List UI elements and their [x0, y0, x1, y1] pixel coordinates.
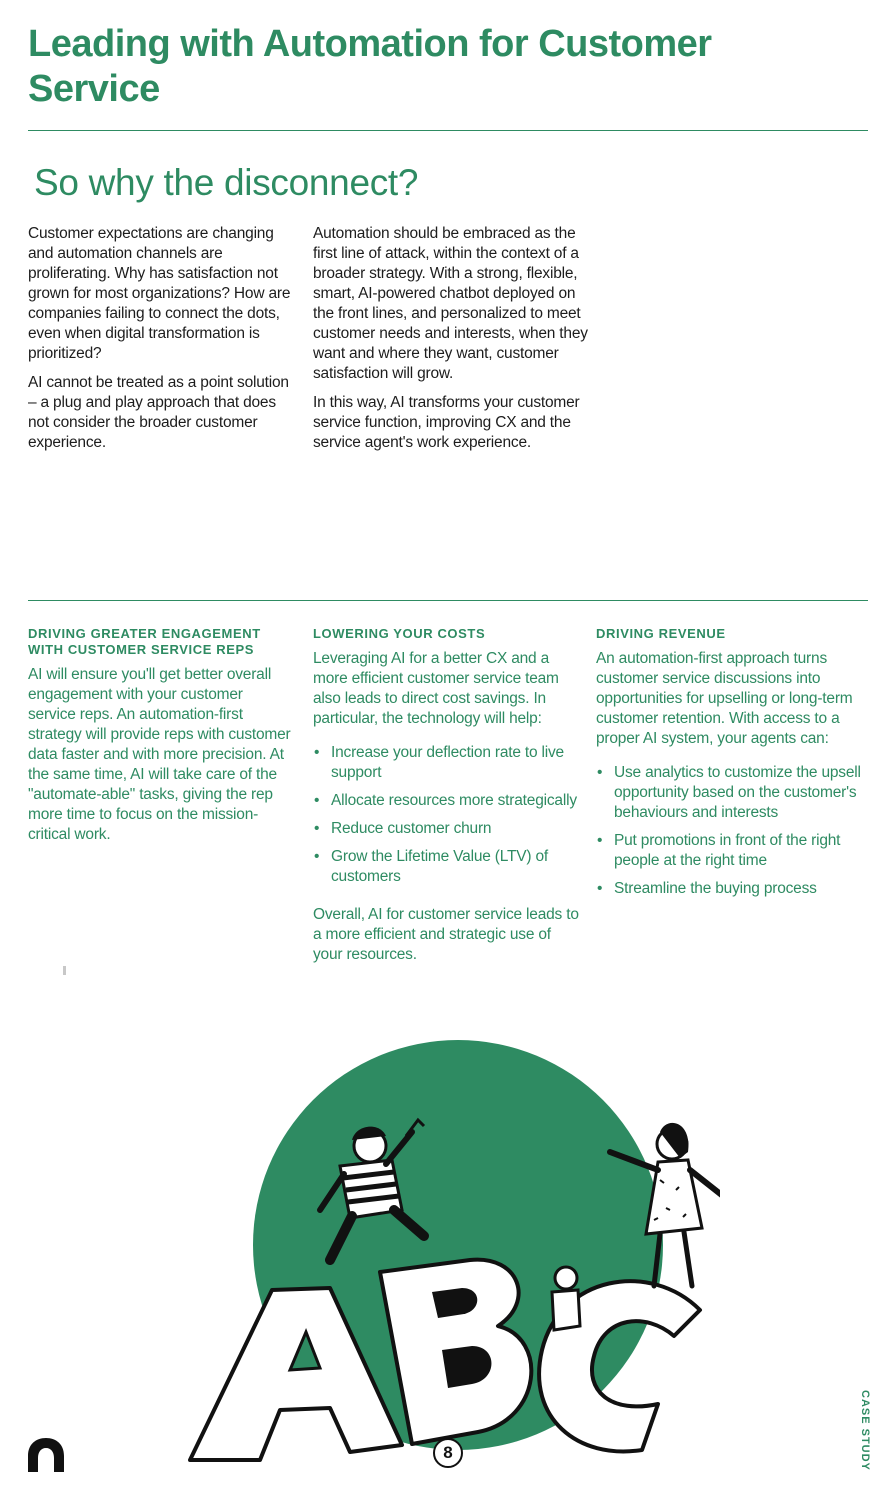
list-item: • Increase your deflection rate to live support	[313, 743, 583, 783]
list-item: • Grow the Lifetime Value (LTV) of customers	[313, 847, 583, 887]
page-number: 8	[433, 1438, 463, 1468]
revenue-bullet-list	[596, 763, 871, 899]
revenue-heading: DRIVING REVENUE	[596, 626, 726, 641]
section-divider	[28, 600, 868, 601]
intro-left-paragraph: Customer expectations are changing and automation channels are proliferating. Why has satisfaction not grown for most organizations? How are companies failing to connect the dots, even when digital transformation is prioritized?	[28, 225, 291, 362]
intro-left-paragraph: AI cannot be treated as a point solution – a plug and play approach that does not consider the broader customer experience.	[28, 374, 289, 451]
revenue-column	[596, 626, 871, 913]
engagement-heading: DRIVING GREATER ENGAGEMENT WITH CUSTOMER SERVICE REPS	[28, 626, 261, 657]
revenue-body: An automation-first approach turns customer service discussions into opportunities for upselling or long-term customer retention. With access to a proper AI system, your agents can:	[596, 650, 853, 747]
list-item: • Allocate resources more strategically	[313, 791, 583, 811]
intro-right-paragraph: In this way, AI transforms your customer service function, improving CX and the service agent's work experience.	[313, 394, 580, 451]
engagement-column	[28, 626, 293, 845]
side-label: CASE STUDY	[859, 1390, 871, 1471]
list-item: • Use analytics to customize the upsell opportunity based on the customer's behaviours and interests	[596, 763, 871, 823]
costs-column	[313, 626, 583, 965]
scan-mark	[63, 966, 66, 975]
costs-heading: LOWERING YOUR COSTS	[313, 626, 486, 641]
costs-closing: Overall, AI for customer service leads to a more efficient and strategic use of your resources.	[313, 906, 579, 963]
list-item: • Put promotions in front of the right people at the right time	[596, 831, 871, 871]
abc-illustration	[180, 1040, 720, 1480]
section-subtitle: So why the disconnect?	[34, 162, 419, 203]
page-title: Leading with Automation for Customer Service	[28, 23, 712, 110]
costs-body: Leveraging AI for a better CX and a more efficient customer service team also leads to direct cost savings. In particular, the technology will help:	[313, 650, 559, 727]
engagement-body: AI will ensure you'll get better overall engagement with your customer service reps. An automation-first strategy will provide reps with customer data faster and with more precision. At the same time, AI will take care of the "automate-able" tasks, giving the rep more time to focus on the mission-critical work.	[28, 666, 291, 843]
brand-logo-icon	[26, 1436, 66, 1474]
intro-left-column	[28, 224, 300, 462]
intro-right-paragraph: Automation should be embraced as the first line of attack, within the context of a broader strategy. With a strong, flexible, smart, AI-powered chatbot deployed on the front lines, and personalized to meet customer needs and interests, when they want and where they want, customer satisfaction will grow.	[313, 225, 588, 382]
costs-bullet-list	[313, 743, 583, 887]
title-divider	[28, 130, 868, 131]
list-item: • Streamline the buying process	[596, 879, 871, 899]
list-item: • Reduce customer churn	[313, 819, 583, 839]
intro-right-column	[313, 224, 588, 462]
